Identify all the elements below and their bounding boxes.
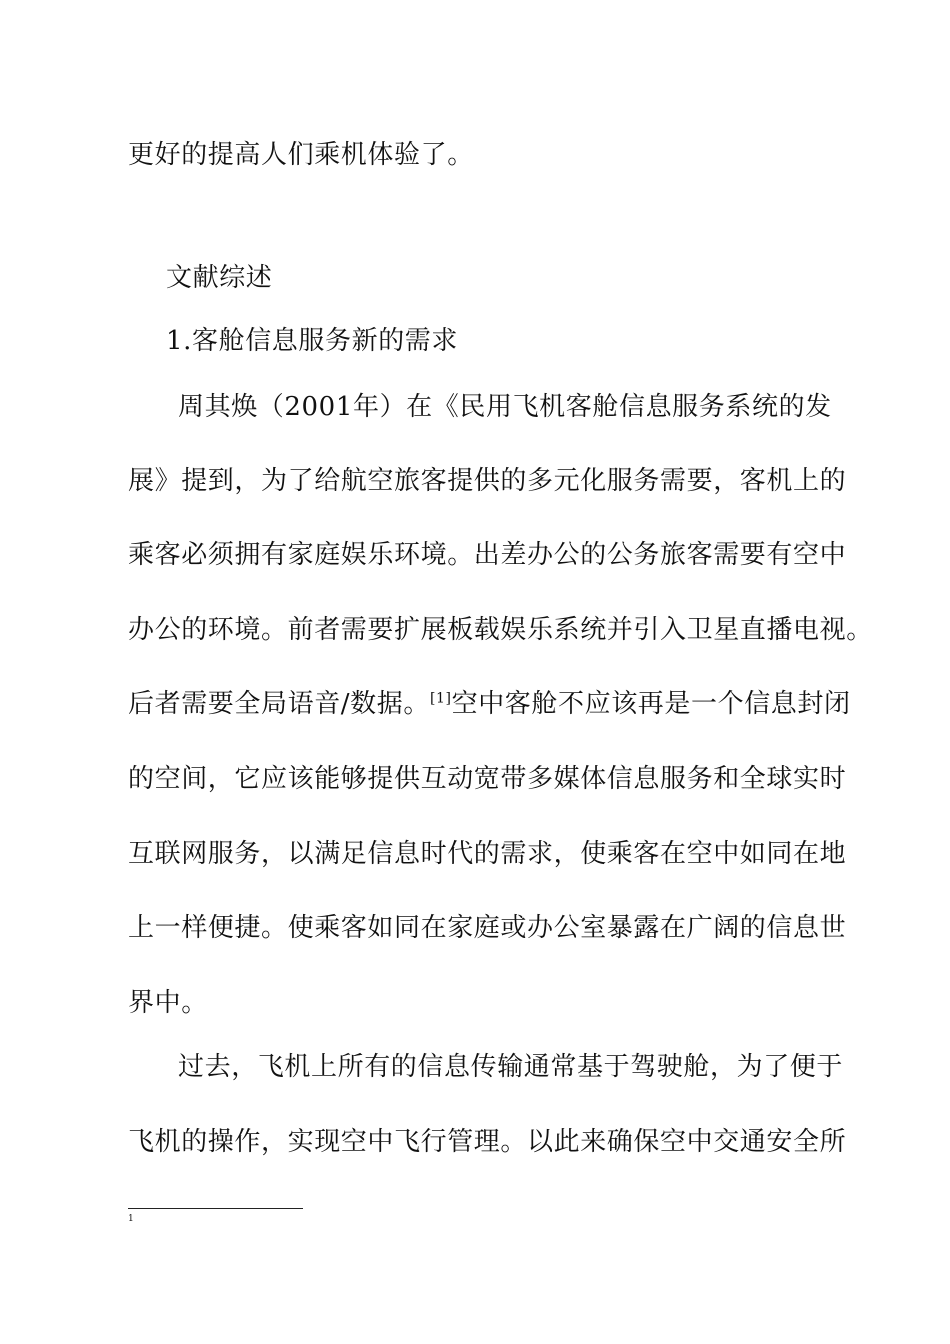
paragraph-line: 周其焕（2001年）在《民用飞机客舱信息服务系统的发 [178, 392, 832, 422]
paragraph-line: 的空间，它应该能够提供互动宽带多媒体信息服务和全球实时 [128, 764, 847, 794]
paragraph-line-continuation: 更好的提高人们乘机体验了。 [128, 140, 474, 170]
paragraph-line: 界中。 [128, 988, 208, 1018]
paragraph-line-with-citation [128, 689, 851, 719]
paragraph-line: 飞机的操作，实现空中飞行管理。以此来确保空中交通安全所 [128, 1127, 847, 1157]
citation-marker[interactable]: [1] [429, 690, 452, 707]
paragraph-line: 互联网服务，以满足信息时代的需求，使乘客在空中如同在地 [128, 839, 847, 869]
section-heading: 文献综述 [166, 263, 273, 293]
paragraph-line: 过去，飞机上所有的信息传输通常基于驾驶舱，为了便于 [178, 1052, 844, 1082]
footnote-number: 1 [128, 1214, 134, 1224]
paragraph-line: 办公的环境。前者需要扩展板载娱乐系统并引入卫星直播电视。 [128, 615, 873, 645]
paragraph-line: 上一样便捷。使乘客如同在家庭或办公室暴露在广阔的信息世 [128, 913, 847, 943]
subsection-heading: 1.客舱信息服务新的需求 [166, 326, 459, 356]
paragraph-line: 乘客必须拥有家庭娱乐环境。出差办公的公务旅客需要有空中 [128, 540, 847, 570]
line-text-before-citation: 后者需要全局语音/数据。 [128, 689, 430, 719]
footnote-separator [128, 1208, 303, 1209]
paragraph-line: 展》提到，为了给航空旅客提供的多元化服务需要，客机上的 [128, 466, 847, 496]
line-text-after-citation: 空中客舱不应该再是一个信息封闭 [451, 689, 851, 719]
